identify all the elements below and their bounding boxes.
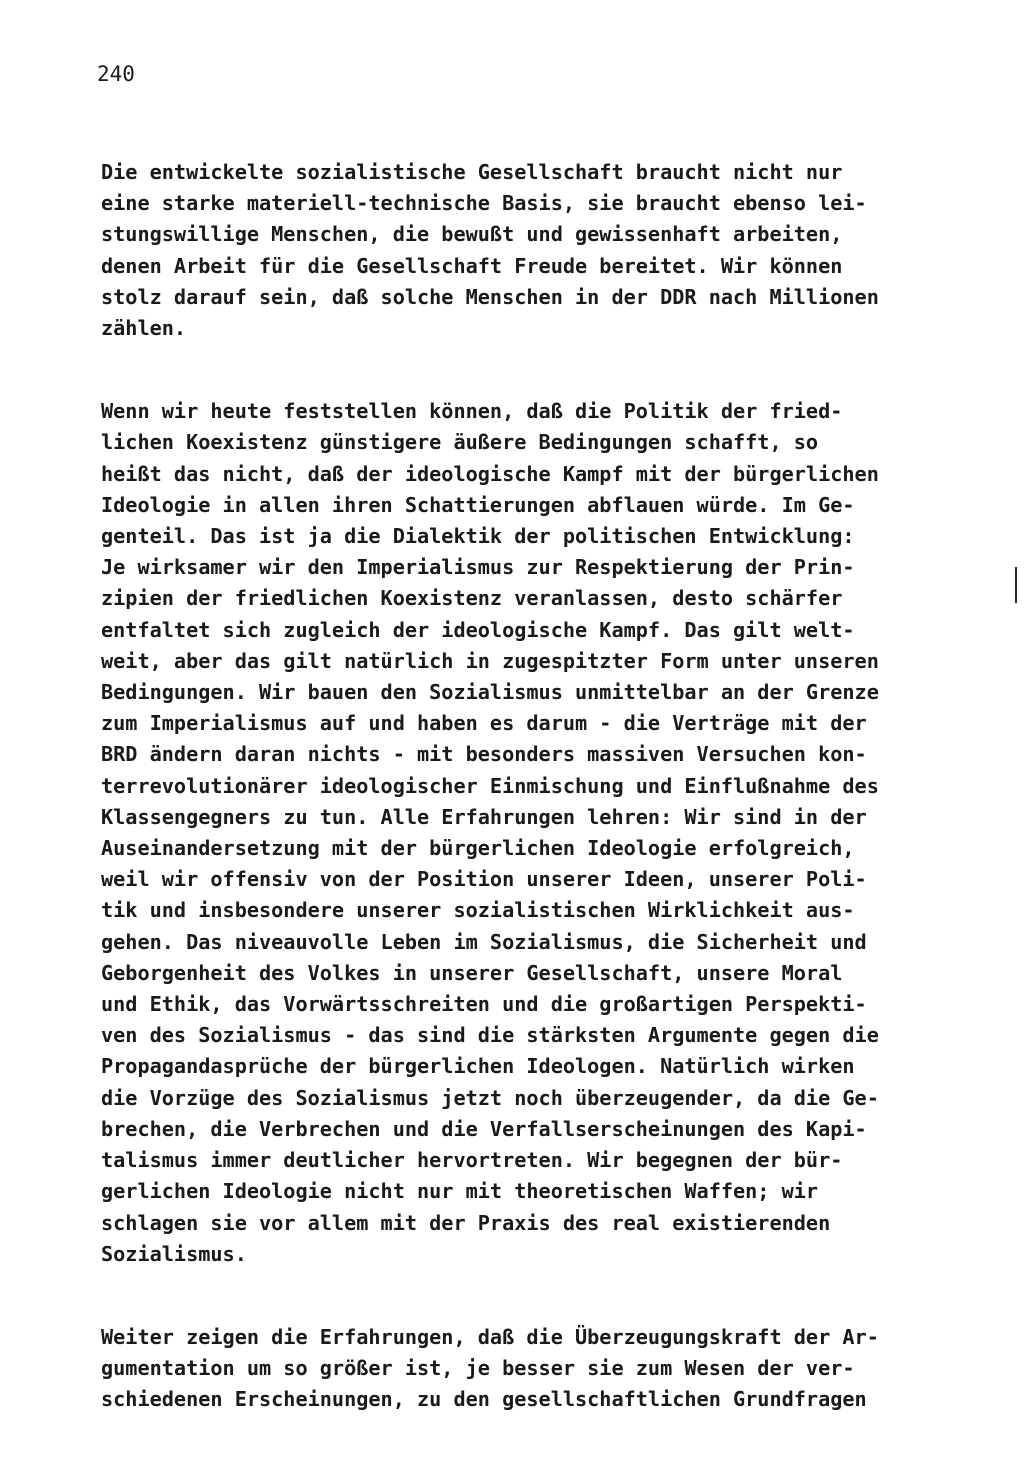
text-line: Ideologie in allen ihren Schattierungen abflauen würde. Im Ge- — [101, 492, 855, 517]
text-line: Propagandasprüche der bürgerlichen Ideologen. Natürlich wirken — [101, 1054, 855, 1079]
text-line: die Vorzüge des Sozialismus jetzt noch überzeugender, da die Ge- — [101, 1085, 879, 1110]
text-line: zählen. — [101, 316, 187, 341]
text-line: gumentation um so größer ist, je besser sie zum Wesen der ver- — [101, 1356, 855, 1381]
text-line: tik und insbesondere unserer sozialistischen Wirklichkeit aus- — [101, 898, 855, 923]
text-line: Wenn wir heute feststellen können, daß die Politik der fried- — [101, 399, 843, 424]
text-line: gehen. Das niveauvolle Leben im Sozialismus, die Sicherheit und — [101, 929, 867, 954]
text-line: eine starke materiell-technische Basis, sie braucht ebenso lei- — [101, 191, 867, 216]
text-line: stolz darauf sein, daß solche Menschen in der DDR nach Millionen — [101, 284, 879, 309]
text-line: Weiter zeigen die Erfahrungen, daß die Überzeugungskraft der Ar- — [101, 1324, 879, 1349]
text-line: heißt das nicht, daß der ideologische Kampf mit der bürgerlichen — [101, 461, 879, 486]
text-line: ven des Sozialismus - das sind die stärksten Argumente gegen die — [101, 1023, 879, 1048]
paragraph-2 — [101, 396, 921, 1270]
text-line: Bedingungen. Wir bauen den Sozialismus unmittelbar an der Grenze — [101, 680, 879, 705]
text-line: Geborgenheit des Volkes in unserer Gesellschaft, unsere Moral — [101, 960, 843, 985]
text-line: entfaltet sich zugleich der ideologische Kampf. Das gilt welt- — [101, 617, 855, 642]
text-line: Auseinandersetzung mit der bürgerlichen Ideologie erfolgreich, — [101, 836, 855, 861]
text-line: denen Arbeit für die Gesellschaft Freude bereitet. Wir können — [101, 253, 843, 278]
text-line: BRD ändern daran nichts - mit besonders massiven Versuchen kon- — [101, 742, 867, 767]
text-line: Je wirksamer wir den Imperialismus zur Respektierung der Prin- — [101, 555, 855, 580]
paragraph-3 — [101, 1322, 921, 1416]
margin-mark — [1015, 567, 1017, 603]
text-line: weil wir offensiv von der Position unserer Ideen, unserer Poli- — [101, 867, 867, 892]
text-line: Die entwickelte sozialistische Gesellschaft braucht nicht nur — [101, 160, 843, 184]
text-line: lichen Koexistenz günstigere äußere Bedingungen schafft, so — [101, 430, 819, 455]
text-line: und Ethik, das Vorwärtsschreiten und die großartigen Perspekti- — [101, 992, 867, 1017]
text-line: brechen, die Verbrechen und die Verfallserscheinungen des Kapi- — [101, 1116, 867, 1141]
text-line: zum Imperialismus auf und haben es darum - die Verträge mit der — [101, 711, 867, 736]
text-line: talismus immer deutlicher hervortreten. Wir begegnen der bür- — [101, 1148, 843, 1173]
text-line: terrevolutionärer ideologischer Einmischung und Einflußnahme des — [101, 773, 879, 798]
text-line: stungswillige Menschen, die bewußt und gewissenhaft arbeiten, — [101, 222, 843, 247]
text-line: Klassengegners zu tun. Alle Erfahrungen lehren: Wir sind in der — [101, 804, 867, 829]
text-line: weit, aber das gilt natürlich in zugespitzter Form unter unseren — [101, 648, 879, 673]
text-line: zipien der friedlichen Koexistenz veranlassen, desto schärfer — [101, 586, 843, 611]
text-line: schlagen sie vor allem mit der Praxis des real existierenden — [101, 1210, 831, 1235]
paragraph-1 — [101, 157, 921, 344]
text-line: genteil. Das ist ja die Dialektik der politischen Entwicklung: — [101, 524, 855, 549]
page-number: 240 — [97, 62, 135, 86]
text-line: schiedenen Erscheinungen, zu den gesellschaftlichen Grundfragen — [101, 1387, 867, 1412]
text-line: Sozialismus. — [101, 1241, 247, 1266]
text-line: gerlichen Ideologie nicht nur mit theoretischen Waffen; wir — [101, 1179, 819, 1204]
body-text — [101, 157, 921, 1468]
